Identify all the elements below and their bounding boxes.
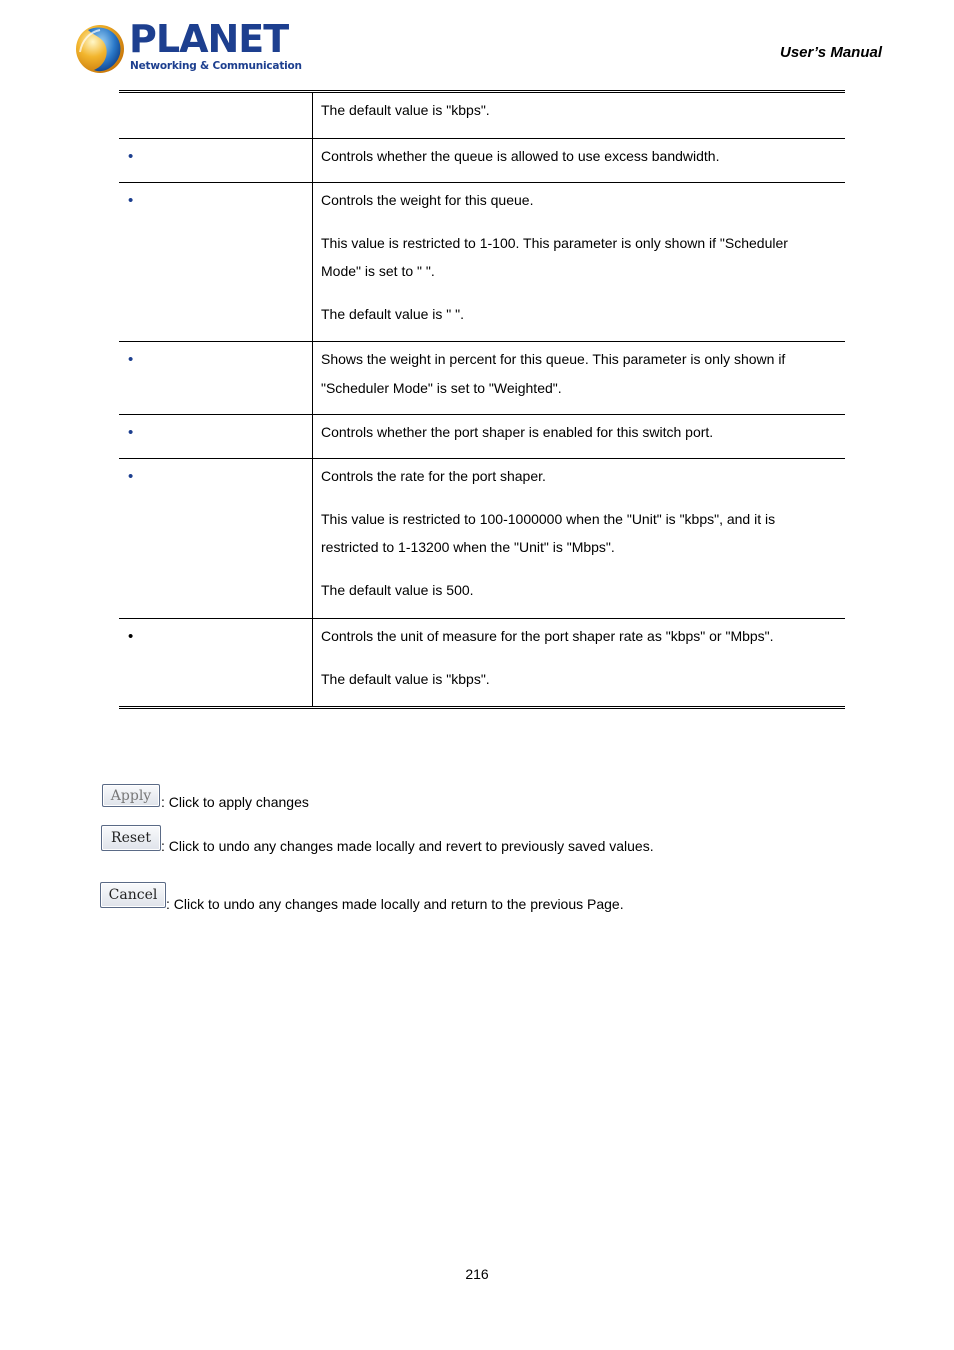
bullet-icon: • (128, 424, 134, 441)
brand-tagline: Networking & Communication (130, 60, 302, 72)
bullet-icon: • (128, 468, 134, 485)
bullet-icon: • (128, 148, 134, 165)
description-text: Controls the weight for this queue. (321, 192, 534, 208)
description-text: Controls whether the port shaper is enabled for this switch port. (321, 424, 714, 440)
table-row (119, 415, 845, 459)
reset-button[interactable]: Reset (101, 825, 161, 851)
description-cell (313, 342, 845, 414)
description-text: Controls the rate for the port shaper. (321, 468, 546, 484)
table-row (119, 183, 845, 342)
description-text: Controls whether the queue is allowed to use excess bandwidth. (321, 148, 720, 164)
planet-logo (74, 17, 302, 78)
table-row (119, 139, 845, 183)
bullet-icon: • (128, 351, 134, 368)
description-text: The default value is " ". (321, 306, 465, 322)
cancel-button[interactable]: Cancel (100, 882, 166, 908)
description-text: restricted to 1-13200 when the "Unit" is "Mbps". (321, 539, 615, 555)
description-cell (313, 619, 845, 706)
param-cell (119, 415, 313, 458)
description-text: The default value is 500. (321, 582, 474, 598)
description-cell (313, 93, 845, 138)
description-text: The default value is "kbps". (321, 671, 490, 687)
description-cell (313, 459, 845, 618)
table-row (119, 619, 845, 706)
manual-title: User’s Manual (780, 44, 882, 61)
param-cell (119, 183, 313, 341)
description-text: Shows the weight in percent for this queue. This parameter is only shown if (321, 351, 786, 367)
description-cell (313, 415, 845, 458)
table-row (119, 93, 845, 139)
reset-description: : Click to undo any changes made locally and revert to previously saved values. (161, 838, 654, 854)
table-row (119, 342, 845, 415)
globe-icon (74, 22, 126, 76)
table-bottom-rule (119, 706, 845, 709)
param-cell (119, 342, 313, 414)
apply-button[interactable]: Apply (102, 784, 160, 807)
param-cell (119, 619, 313, 706)
param-cell (119, 139, 313, 182)
bullet-icon: • (128, 628, 134, 645)
apply-description: : Click to apply changes (161, 794, 309, 810)
description-text: This value is restricted to 100-1000000 when the "Unit" is "kbps", and it is (321, 511, 776, 527)
table-row (119, 459, 845, 619)
description-text: Controls the unit of measure for the port shaper rate as "kbps" or "Mbps". (321, 628, 774, 644)
bullet-icon: • (128, 192, 134, 209)
description-text: This value is restricted to 1-100. This parameter is only shown if "Scheduler (321, 235, 788, 251)
description-text: Mode" is set to " ". (321, 263, 435, 279)
param-cell (119, 93, 313, 138)
parameter-table (119, 90, 845, 706)
page-number: 216 (465, 1266, 489, 1282)
cancel-description: : Click to undo any changes made locally and return to the previous Page. (166, 896, 624, 912)
description-cell (313, 183, 845, 341)
description-cell (313, 139, 845, 182)
description-text: The default value is "kbps". (321, 102, 490, 118)
description-text: "Scheduler Mode" is set to "Weighted". (321, 380, 562, 396)
brand-name: PLANET (129, 17, 289, 61)
param-cell (119, 459, 313, 618)
